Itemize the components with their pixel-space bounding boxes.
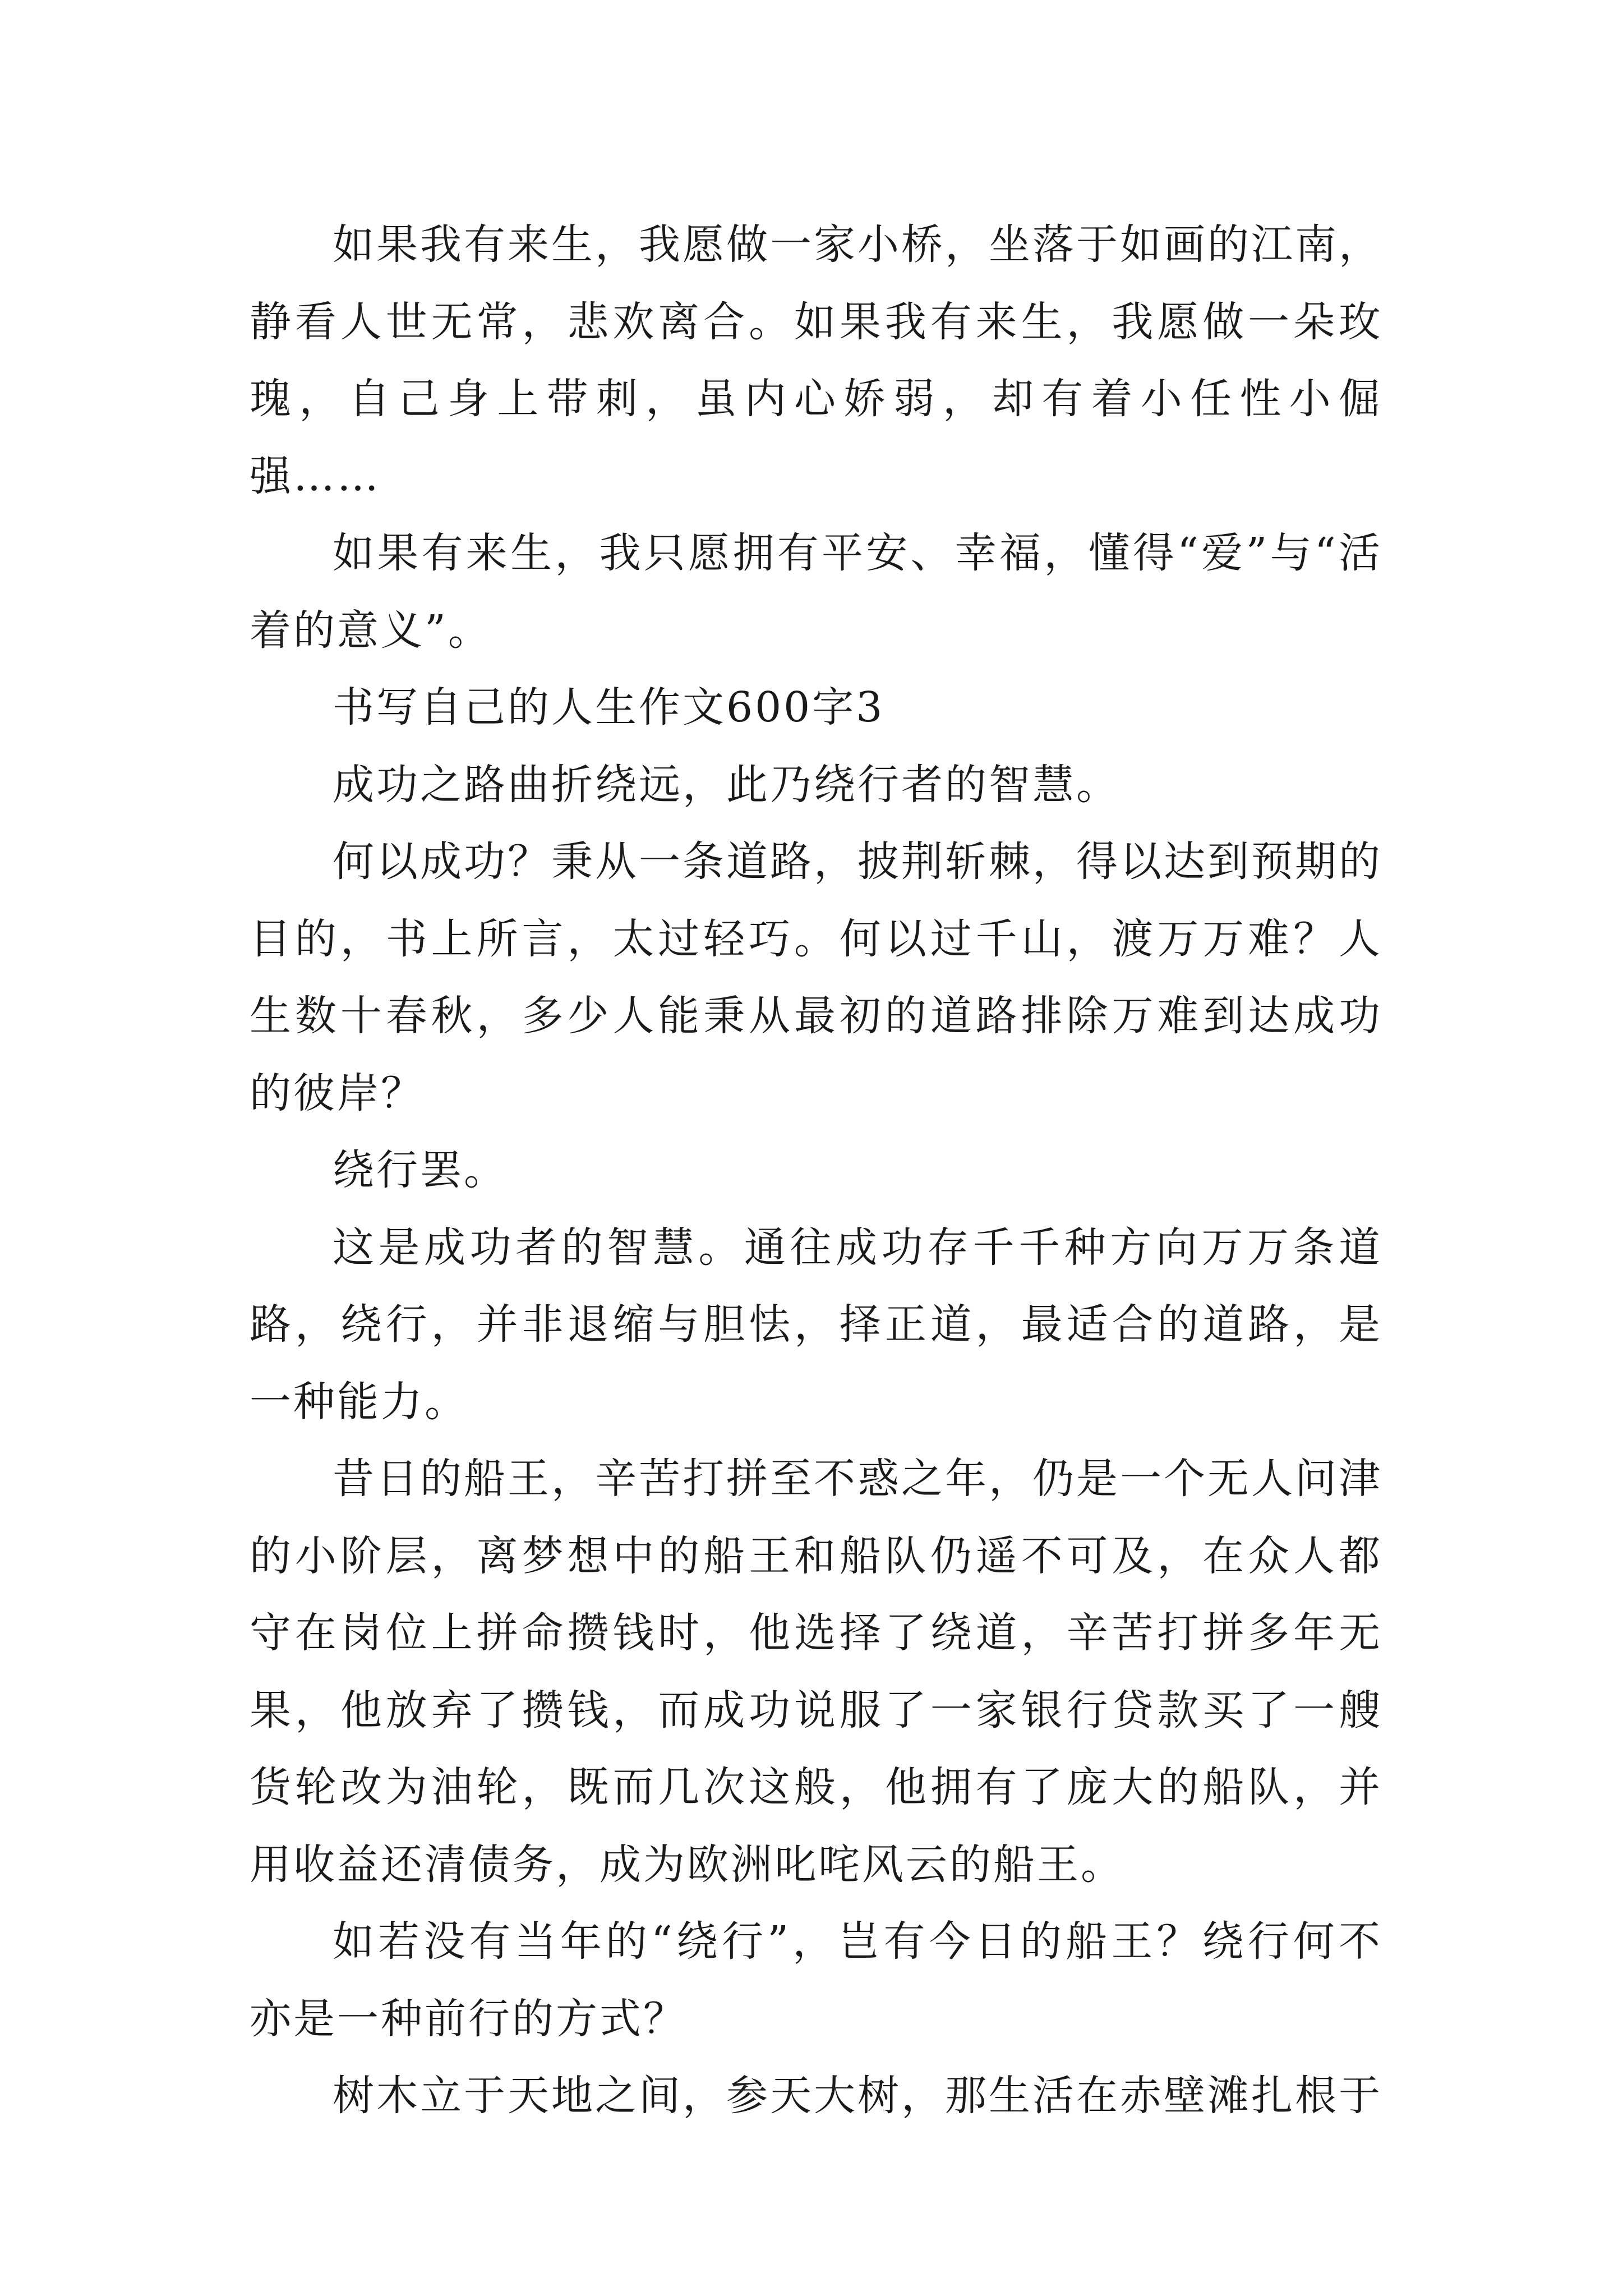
paragraph-peace-happiness: 如果有来生，我只愿拥有平安、幸福，懂得“爱”与“活着的意义”。 [250, 529, 1382, 655]
essay-title: 书写自己的人生作文600字3 [333, 683, 885, 731]
paragraph-detour: 绕行罢。 [333, 1146, 508, 1194]
document-body [250, 206, 1382, 2135]
paragraph-rebirth-wishes: 如果我有来生，我愿做一家小桥，坐落于如画的江南，静看人世无常，悲欢离合。如果我有来生，我愿做一朵玫瑰，自己身上带刺，虽内心娇弱，却有着小任性小倔强…… [250, 220, 1382, 500]
paragraph-trees: 树木立于天地之间，参天大树，那生活在赤壁滩扎根于 [333, 2072, 1382, 2120]
paragraph-reflection: 如若没有当年的“绕行”，岂有今日的船王？绕行何不亦是一种前行的方式？ [250, 1917, 1382, 2043]
paragraph-shipping-king: 昔日的船王，辛苦打拼至不惑之年，仍是一个无人问津的小阶层，离梦想中的船王和船队仍遥不可及，在众人都守在岗位上拼命攒钱时，他选择了绕道，辛苦打拼多年无果，他放弃了攒钱，而成功说服了一家银行贷款买了一艘货轮改为油轮，既而几次这般，他拥有了庞大的船队，并用收益还清债务，成为欧洲叱咤风云的船王。 [250, 1455, 1382, 1889]
paragraph-question: 何以成功？秉从一条道路，披荆斩棘，得以达到预期的目的，书上所言，太过轻巧。何以过千山，渡万万难？人生数十春秋，多少人能秉从最初的道路排除万难到达成功的彼岸？ [250, 838, 1382, 1117]
paragraph-wisdom: 这是成功者的智慧。通往成功存千千种方向万万条道路，绕行，并非退缩与胆怯，择正道，最适合的道路，是一种能力。 [250, 1223, 1382, 1426]
paragraph-thesis: 成功之路曲折绕远，此乃绕行者的智慧。 [333, 760, 1120, 809]
